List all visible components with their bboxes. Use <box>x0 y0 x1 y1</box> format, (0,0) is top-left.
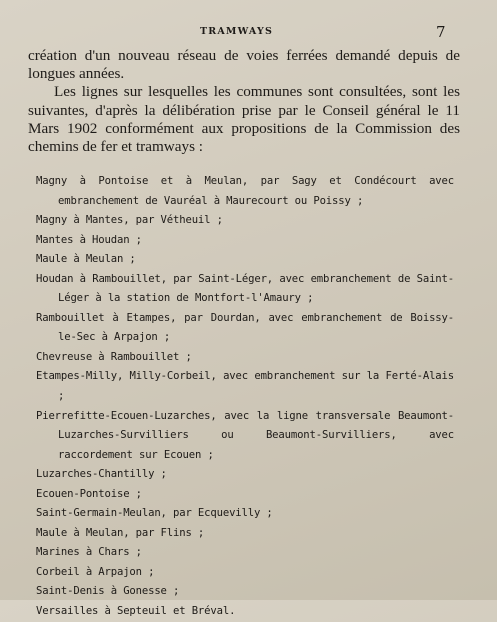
list-item: Rambouillet à Etampes, par Dourdan, avec embranchement de Boissy-le-Sec à Arpajon ; <box>36 311 454 344</box>
list-item: Maule à Meulan ; <box>36 253 136 266</box>
tramway-lines-list <box>36 172 454 622</box>
list-item: Saint-Germain-Meulan, par Ecquevilly ; <box>36 507 273 520</box>
running-title: TRAMWAYS <box>200 26 274 37</box>
intro-paragraph-continuation: création d'un nouveau réseau de voies ferrées demandé depuis de longues années. <box>28 47 460 83</box>
list-item: Ecouen-Pontoise ; <box>36 487 142 500</box>
list-item: Magny à Mantes, par Vétheuil ; <box>36 214 223 227</box>
list-item: Saint-Denis à Gonesse ; <box>36 585 180 598</box>
list-item: Chevreuse à Rambouillet ; <box>36 350 192 363</box>
page-header <box>0 23 497 44</box>
list-item: Magny à Pontoise et à Meulan, par Sagy et Condécourt avec embranchement de Vauréal à Maurecourt ou Poissy ; <box>36 175 454 207</box>
list-item: Etampes-Milly, Milly-Corbeil, avec embranchement sur la Ferté-Alais ; <box>36 370 454 403</box>
page-number: 7 <box>436 23 446 41</box>
list-item: Mantes à Houdan ; <box>36 233 142 246</box>
list-item: Pierrefitte-Ecouen-Luzarches, avec la ligne transversale Beaumont-Luzarches-Survilliers ou Beaumont-Survilliers, avec raccordement sur Ecouen ; <box>36 409 454 461</box>
list-item: Corbeil à Arpajon ; <box>36 565 155 578</box>
list-item: Luzarches-Chantilly ; <box>36 468 167 481</box>
list-item: Houdan à Rambouillet, par Saint-Léger, avec embranchement de Saint-Léger à la station de Montfort-l'Amaury ; <box>36 272 454 305</box>
intro-text <box>28 47 460 156</box>
intro-paragraph-lines: Les lignes sur lesquelles les communes sont consultées, sont les suivantes, d'après la délibération prise par le Conseil général le 11 Mars 1902 conformément aux propositions de la Commission des chemins de fer et tramways : <box>28 83 460 156</box>
list-item: Maule à Meulan, par Flins ; <box>36 526 205 539</box>
list-item: Marines à Chars ; <box>36 546 142 559</box>
list-item: Versailles à Septeuil et Bréval. <box>36 605 236 618</box>
